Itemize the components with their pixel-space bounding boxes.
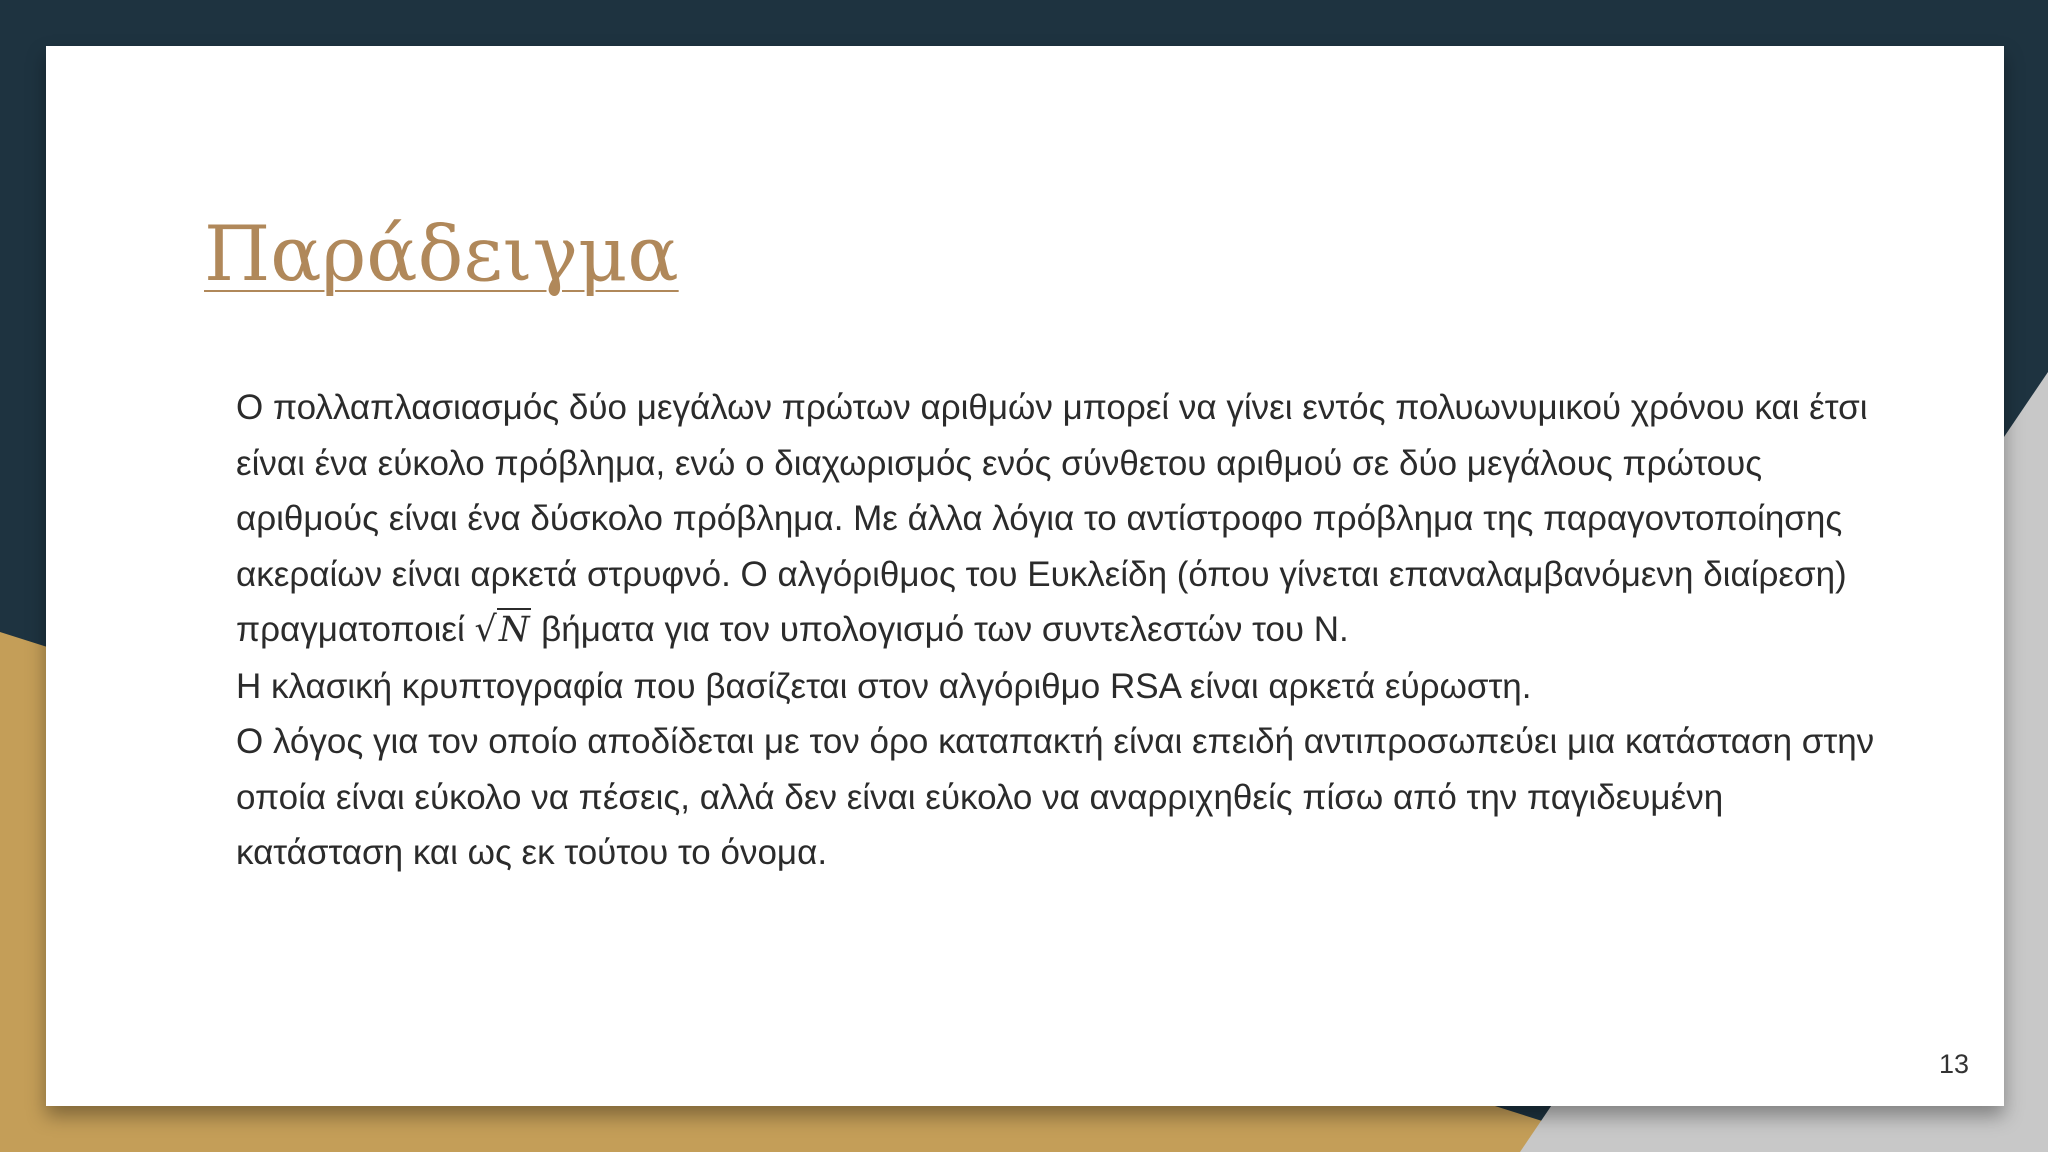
paragraph-rsa: Η κλασική κρυπτογραφία που βασίζεται στον αλγόριθμο RSA είναι αρκετά εύρωστη.	[236, 666, 1532, 706]
paragraph-factorization	[236, 380, 1896, 659]
slide-title: Παράδειγμα	[204, 209, 679, 298]
slide	[46, 46, 2004, 1106]
page-number: 13	[1938, 1049, 1969, 1079]
radicand: N	[498, 610, 530, 650]
slide-body	[236, 380, 1896, 881]
sqrt-n-formula	[475, 608, 532, 650]
paragraph-factorization-text: Ο πολλαπλασιασμός δύο μεγάλων πρώτων αριθμών μπορεί να γίνει εντός πολυωνυμικού χρόνου και έτσι είναι ένα εύκολο πρόβλημα, ενώ ο διαχωρισμός ενός σύνθετου αριθμού σε δύο μεγάλους πρώτους αριθμούς είναι ένα δύσκολο πρόβλημα. Με άλλα λόγια το αντίστροφο πρόβλημα της παραγοντοποίησης ακεραίων είναι αρκετά στρυφνό. Ο αλγόριθμος του Ευκλείδη (όπου γίνεται επαναλαμβανόμενη διαίρεση) πραγματοποιεί	[236, 388, 1868, 649]
paragraph-trapdoor: Ο λόγος για τον οποίο αποδίδεται με τον όρο καταπακτή είναι επειδή αντιπροσωπεύει μια κατάσταση στην οποία είναι εύκολο να πέσεις, αλλά δεν είναι εύκολο να αναρριχηθείς πίσω από την παγιδευμένη κατάσταση και ως εκ τούτου το όνομα.	[236, 722, 1875, 872]
paragraph-factorization-text-end: βήματα για τον υπολογισμό των συντελεστών του N.	[531, 610, 1349, 649]
radical-sign: √	[474, 610, 497, 650]
